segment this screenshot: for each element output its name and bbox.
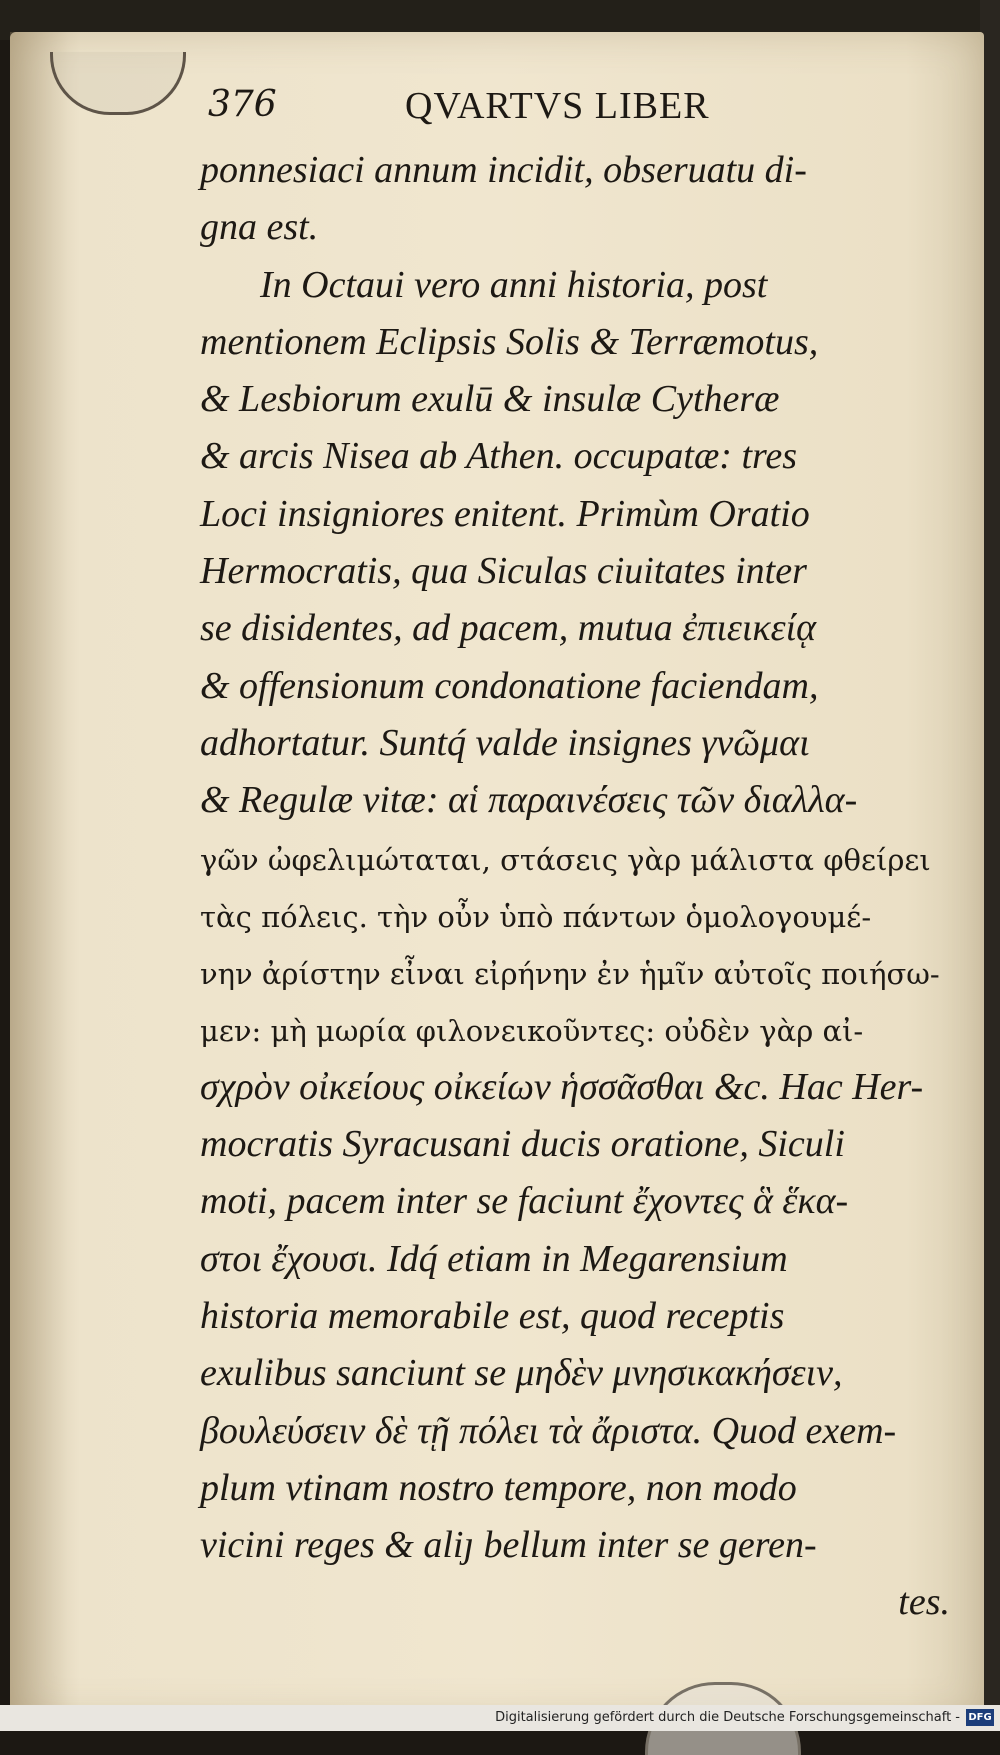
digitization-credit: Digitalisierung gefördert durch die Deutsche Forschungsgemeinschaft - bbox=[495, 1710, 960, 1725]
text-line: vicini reges & aliȷ bellum inter se geren- bbox=[200, 1524, 817, 1567]
page-text-block bbox=[200, 82, 956, 1632]
text-line: & Regulæ vitæ: αἱ παραινέσεις τῶν διαλλα- bbox=[200, 779, 858, 822]
text-line: Hermocratis, qua Siculas ciuitates inter bbox=[200, 550, 807, 593]
greek-text-line: τὰς πόλεις. τὴν οὖν ὑπὸ πάντων ὁμολογουμέ- bbox=[200, 899, 872, 934]
running-title: QVARTVS LIBER bbox=[405, 85, 710, 127]
text-line: βουλεύσειν δὲ τῇ πόλει τὰ ἄριστα. Quod exem- bbox=[200, 1409, 897, 1452]
text-line: moti, pacem inter se faciunt ἔχοντες ἃ ἕκα- bbox=[200, 1180, 849, 1223]
page-number: 376 bbox=[208, 84, 277, 125]
page-gutter-shade bbox=[10, 32, 80, 1720]
greek-text-line: μεν: μὴ μωρία φιλονεικοῦντες: οὐδὲν γὰρ αἰ- bbox=[200, 1014, 864, 1049]
greek-text-line: γῶν ὠφελιμώταται, στάσεις γὰρ μάλιστα φθείρει bbox=[200, 842, 931, 877]
text-line: mentionem Eclipsis Solis & Terræmotus, bbox=[200, 320, 819, 363]
text-line: Loci insigniores enitent. Primùm Oratio bbox=[200, 492, 810, 535]
text-line: gna est. bbox=[200, 206, 319, 249]
text-line: historia memorabile est, quod receptis bbox=[200, 1294, 785, 1337]
text-line: mocratis Syracusani ducis oratione, Siculi bbox=[200, 1123, 845, 1166]
text-line: σχρὸν οἰκείους οἰκείων ἡσσᾶσθαι &c. Hac Her- bbox=[200, 1065, 924, 1108]
text-line: & Lesbiorum exulū & insulæ Cytheræ bbox=[200, 378, 780, 421]
text-line: plum vtinam nostro tempore, non modo bbox=[200, 1466, 797, 1509]
dfg-logo: DFG bbox=[966, 1709, 994, 1726]
text-line: adhortatur. Suntq́ valde insignes γνῶμαι bbox=[200, 721, 810, 764]
text-line: exulibus sanciunt se μηδὲν μνησικακήσειν, bbox=[200, 1352, 843, 1395]
text-line: In Octaui vero anni historia, post bbox=[260, 263, 768, 306]
text-line: στοι ἔχουσι. Idq́ etiam in Megarensium bbox=[200, 1237, 788, 1280]
greek-text-line: νην ἀρίστην εἶναι εἰρήνην ἐν ἡμῖν αὐτοῖς ποιήσω- bbox=[200, 957, 940, 992]
digitization-credit-bar bbox=[0, 1705, 1000, 1731]
text-line: se disidentes, ad pacem, mutua ἐπιεικείᾳ bbox=[200, 607, 817, 650]
text-line: & arcis Nisea ab Athen. occupatæ: tres bbox=[200, 435, 798, 478]
text-line: ponnesiaci annum incidit, obseruatu di- bbox=[200, 149, 807, 191]
book-page bbox=[10, 32, 984, 1720]
text-line-catchword: tes. bbox=[898, 1581, 950, 1624]
running-head bbox=[200, 82, 956, 142]
text-line: & offensionum condonatione faciendam, bbox=[200, 664, 819, 707]
